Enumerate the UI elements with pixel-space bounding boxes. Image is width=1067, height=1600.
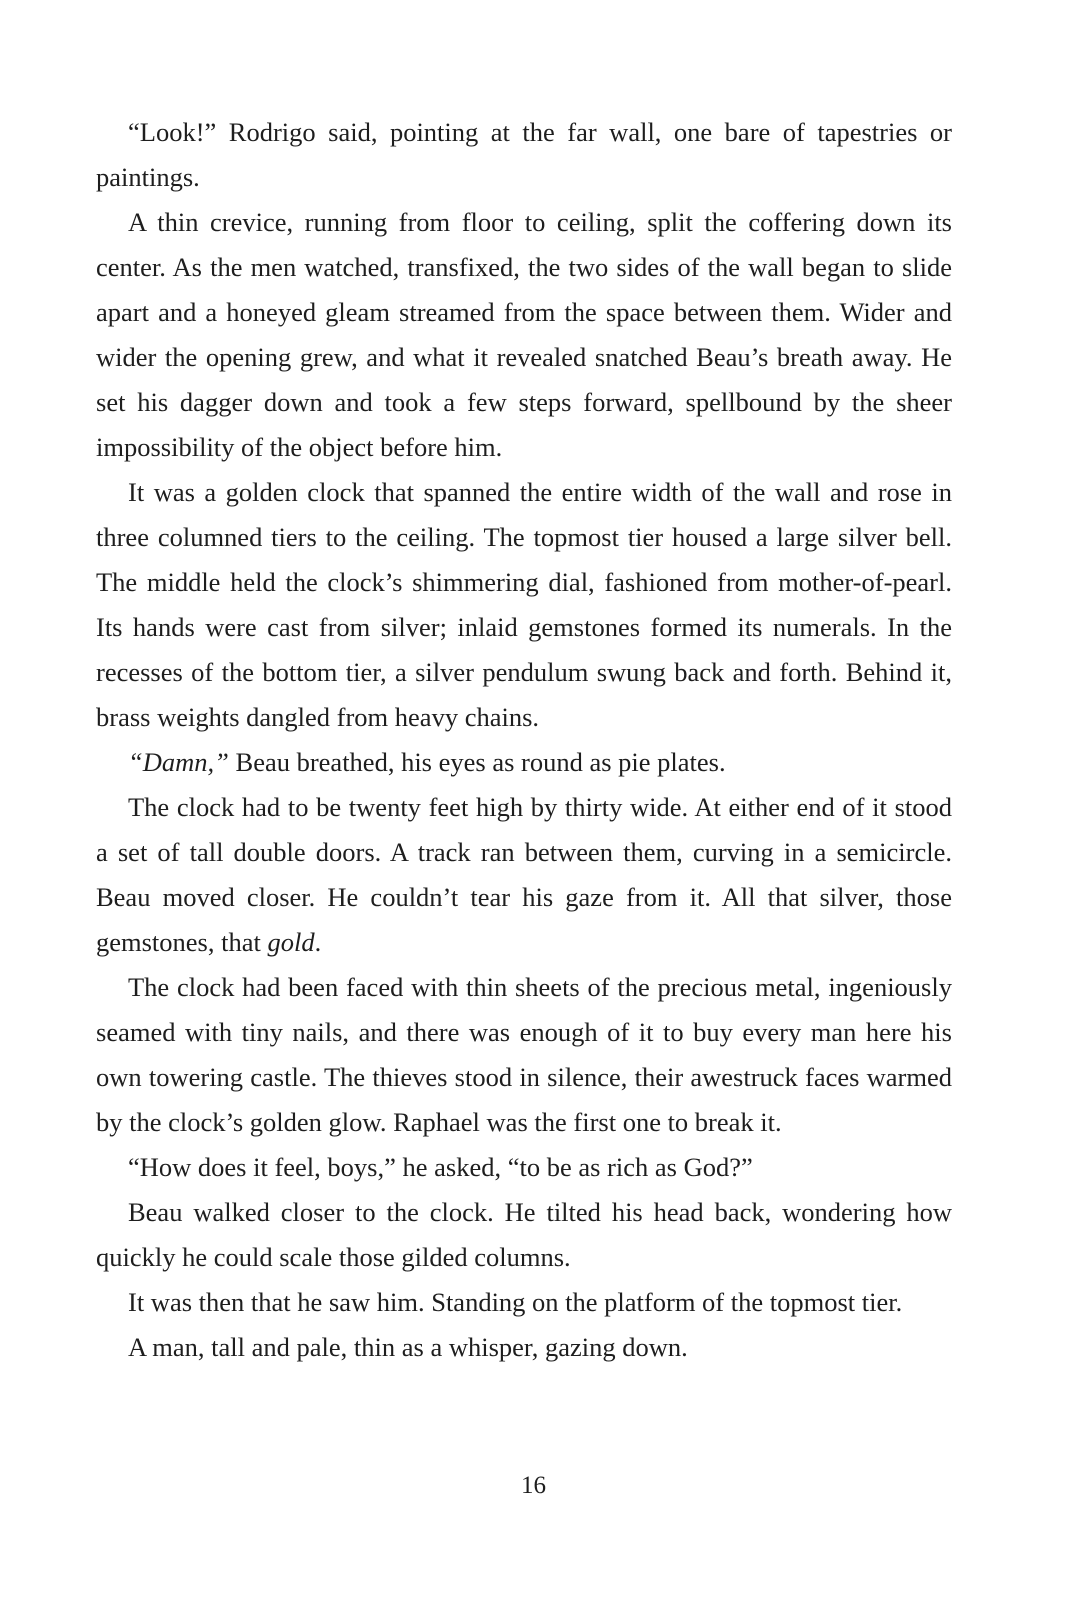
paragraph-9: It was then that he saw him. Standing on the platform of the topmost tier. [128, 1287, 903, 1317]
paragraph-5 [96, 785, 952, 965]
body-text [96, 110, 952, 1370]
paragraph-1: “Look!” Rodrigo said, pointing at the far wall, one bare of tapestries or paintings. [96, 117, 952, 192]
paragraph-3: It was a golden clock that spanned the entire width of the wall and rose in three columned tiers to the ceiling. The topmost tier housed a large silver bell. The middle held the clock’s shimmering dial, fashioned from mother-of-pearl. Its hands were cast from silver; inlaid gemstones formed its numerals. In the recesses of the bottom tier, a silver pendulum swung back and forth. Behind it, brass weights dangled from heavy chains. [96, 477, 952, 732]
italic-gold: gold [267, 927, 315, 957]
paragraph-4-rest: Beau breathed, his eyes as round as pie plates. [228, 747, 726, 777]
paragraph-6: The clock had been faced with thin sheets of the precious metal, ingeniously seamed with tiny nails, and there was enough of it to buy every man here his own towering castle. The thieves stood in silence, their awestruck faces warmed by the clock’s golden glow. Raphael was the first one to break it. [96, 972, 952, 1137]
page-number: 16 [521, 1472, 546, 1499]
paragraph-5-before: The clock had to be twenty feet high by thirty wide. At either end of it stood a set of tall double doors. A track ran between them, curving in a semicircle. Beau moved closer. He couldn’t tear his gaze from it. All that silver, those gemstones, that [96, 792, 952, 957]
paragraph-4 [96, 740, 952, 785]
paragraph-2: A thin crevice, running from floor to ceiling, split the coffering down its center. As the men watched, transfixed, the two sides of the wall began to slide apart and a honeyed gleam streamed from the space between them. Wider and wider the opening grew, and what it revealed snatched Beau’s breath away. He set his dagger down and took a few steps forward, spellbound by the sheer impossibility of the object before him. [96, 207, 952, 462]
italic-exclamation: “Damn,” [128, 747, 229, 777]
paragraph-8: Beau walked closer to the clock. He tilted his head back, wondering how quickly he could scale those gilded columns. [96, 1197, 952, 1272]
paragraph-10: A man, tall and pale, thin as a whisper, gazing down. [128, 1332, 688, 1362]
paragraph-7: “How does it feel, boys,” he asked, “to be as rich as God?” [128, 1152, 753, 1182]
paragraph-5-after: . [314, 927, 322, 957]
